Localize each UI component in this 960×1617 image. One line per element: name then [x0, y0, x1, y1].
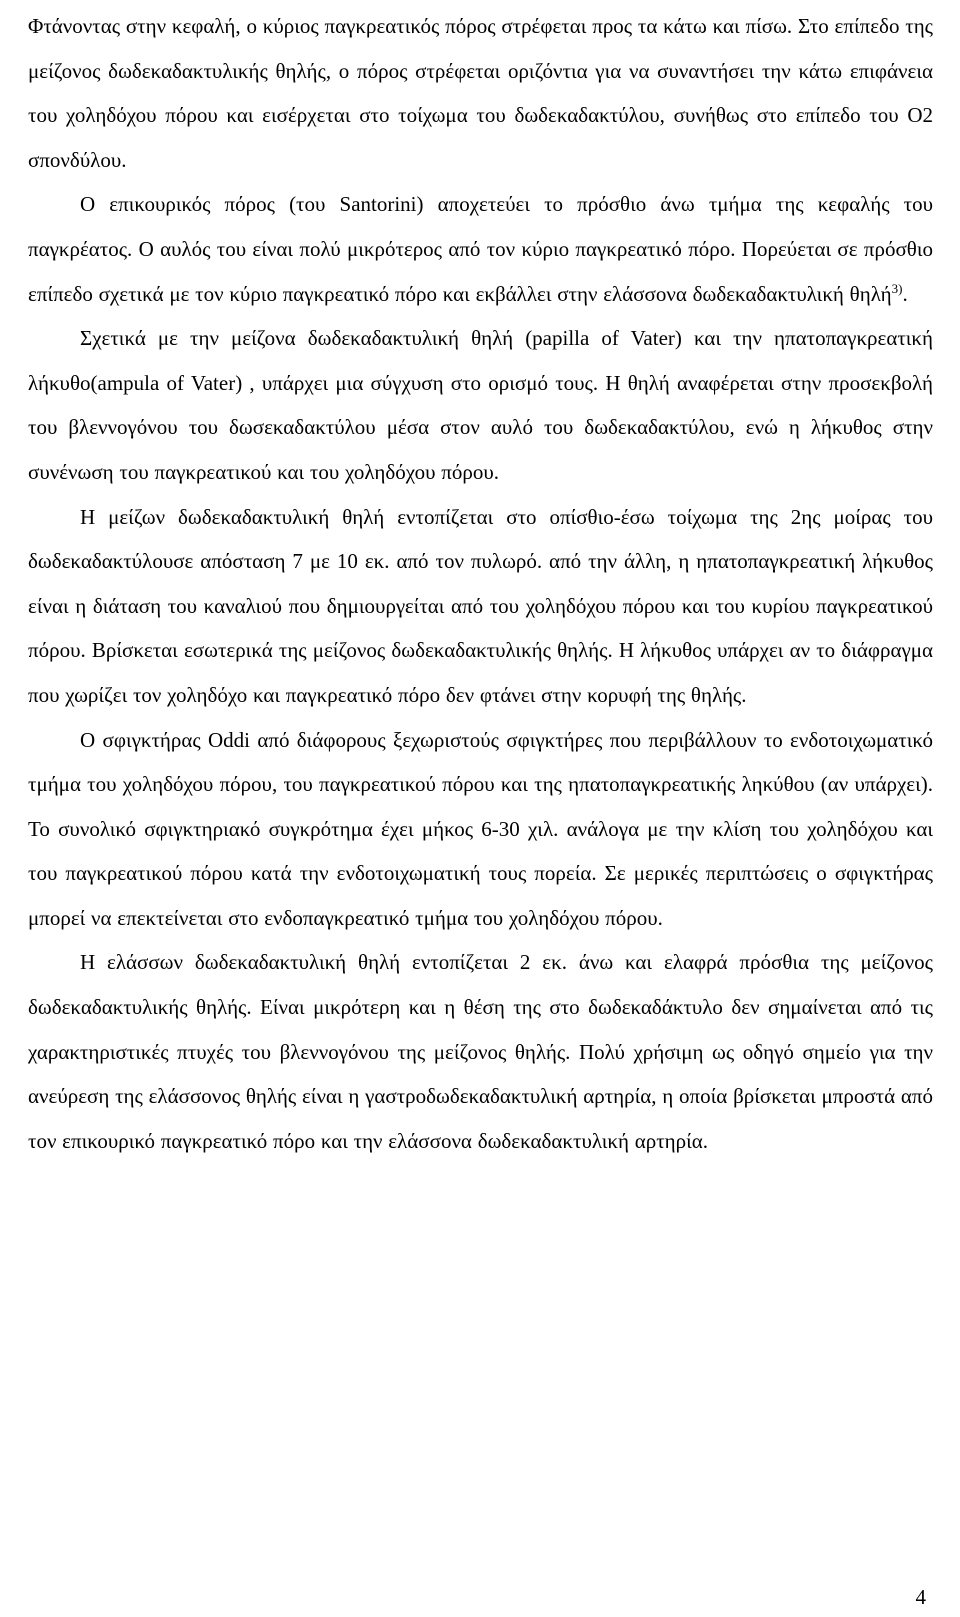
paragraph-minor-papilla: Η ελάσσων δωδεκαδακτυλική θηλή εντοπίζεται 2 εκ. άνω και ελαφρά πρόσθια της μείζονος δωδεκαδακτυλικής θηλής. Είναι μικρότερη και η θέση της στο δωδεκαδάκτυλο δεν σημαίνεται από τις χαρακτηριστικές πτυχές του βλεννογόνου της μείζονος θηλής. Πολύ χρήσιμη ως οδηγό σημείο για την ανεύρεση της ελάσσονος θηλής είναι η γαστροδωδεκαδακτυλική αρτηρία, η οποία βρίσκεται μπροστά από τον επικουρικό παγκρεατικό πόρο και την ελάσσονα δωδεκαδακτυλική αρτηρία.	[28, 950, 933, 1153]
reference-superscript: 3)	[891, 280, 903, 296]
page-number: 4	[915, 1585, 926, 1609]
paragraph-major-papilla: Η μείζων δωδεκαδακτυλική θηλή εντοπίζεται στο οπίσθιο-έσω τοίχωμα της 2ης μοίρας του δωδεκαδακτύλουσε απόσταση 7 με 10 εκ. από τον πυλωρό. από την άλλη, η ηπατοπαγκρεατική λήκυθος είναι η διάταση του καναλιού που δημιουργείται από του χοληδόχου πόρου και του κυρίου παγκρεατικού πόρου. Βρίσκεται εσωτερικά της μείζονος δωδεκαδακτυλικής θηλής. Η λήκυθος υπάρχει αν το διάφραγμα που χωρίζει τον χοληδόχο και παγκρεατικό πόρο δεν φτάνει στην κορυφή της θηλής.	[28, 504, 933, 707]
paragraph-pancreatic-duct-course: Φτάνοντας στην κεφαλή, ο κύριος παγκρεατικός πόρος στρέφεται προς τα κάτω και πίσω. Στο επίπεδο της μείζονος δωδεκαδακτυλικής θηλής, ο πόρος στρέφεται οριζόντια για να συναντήσει την κάτω επιφάνεια του χοληδόχου πόρου και εισέρχεται στο τοίχωμα του δωδεκαδακτύλου, συνήθως στο επίπεδο του Ο2 σπονδύλου.	[28, 14, 933, 172]
paragraph-accessory-duct-text: Ο επικουρικός πόρος (του Santorini) αποχετεύει το πρόσθιο άνω τμήμα της κεφαλής του παγκρέατος. Ο αυλός του είναι πολύ μικρότερος από τον κύριο παγκρεατικό πόρο. Πορεύεται σε πρόσθιο επίπεδο σχετικά με τον κύριο παγκρεατικό πόρο και εκβάλλει στην ελάσσονα δωδεκαδακτυλική θηλή	[28, 192, 933, 306]
document-body	[28, 4, 933, 1163]
paragraph-accessory-duct-end: .	[902, 281, 908, 306]
paragraph-papilla-ampulla: Σχετικά με την μείζονα δωδεκαδακτυλική θηλή (papilla of Vater) και την ηπατοπαγκρεατική λήκυθο(ampula of Vater) , υπάρχει μια σύγχυση στο ορισμό τους. Η θηλή αναφέρεται στην προσεκβολή του βλεννογόνου του δωσεκαδακτύλου μέσα στον αυλό του δωδεκαδακτύλου, ενώ η λήκυθος στην συνένωση του παγκρεατικού και του χοληδόχου πόρου.	[28, 326, 933, 484]
paragraph-sphincter-oddi: Ο σφιγκτήρας Oddi από διάφορους ξεχωριστούς σφιγκτήρες που περιβάλλουν το ενδοτοιχωματικό τμήμα του χοληδόχου πόρου, του παγκρεατικού πόρου και της ηπατοπαγκρεατικής ληκύθου (αν υπάρχει). Το συνολικό σφιγκτηριακό συγκρότημα έχει μήκος 6-30 χιλ. ανάλογα με την κλίση του χοληδόχου και του παγκρεατικού πόρου κατά την ενδοτοιχωματική τους πορεία. Σε μερικές περιπτώσεις ο σφιγκτήρας μπορεί να επεκτείνεται στο ενδοπαγκρεατικό τμήμα του χοληδόχου πόρου.	[28, 727, 933, 930]
paragraph-accessory-duct	[28, 182, 933, 316]
